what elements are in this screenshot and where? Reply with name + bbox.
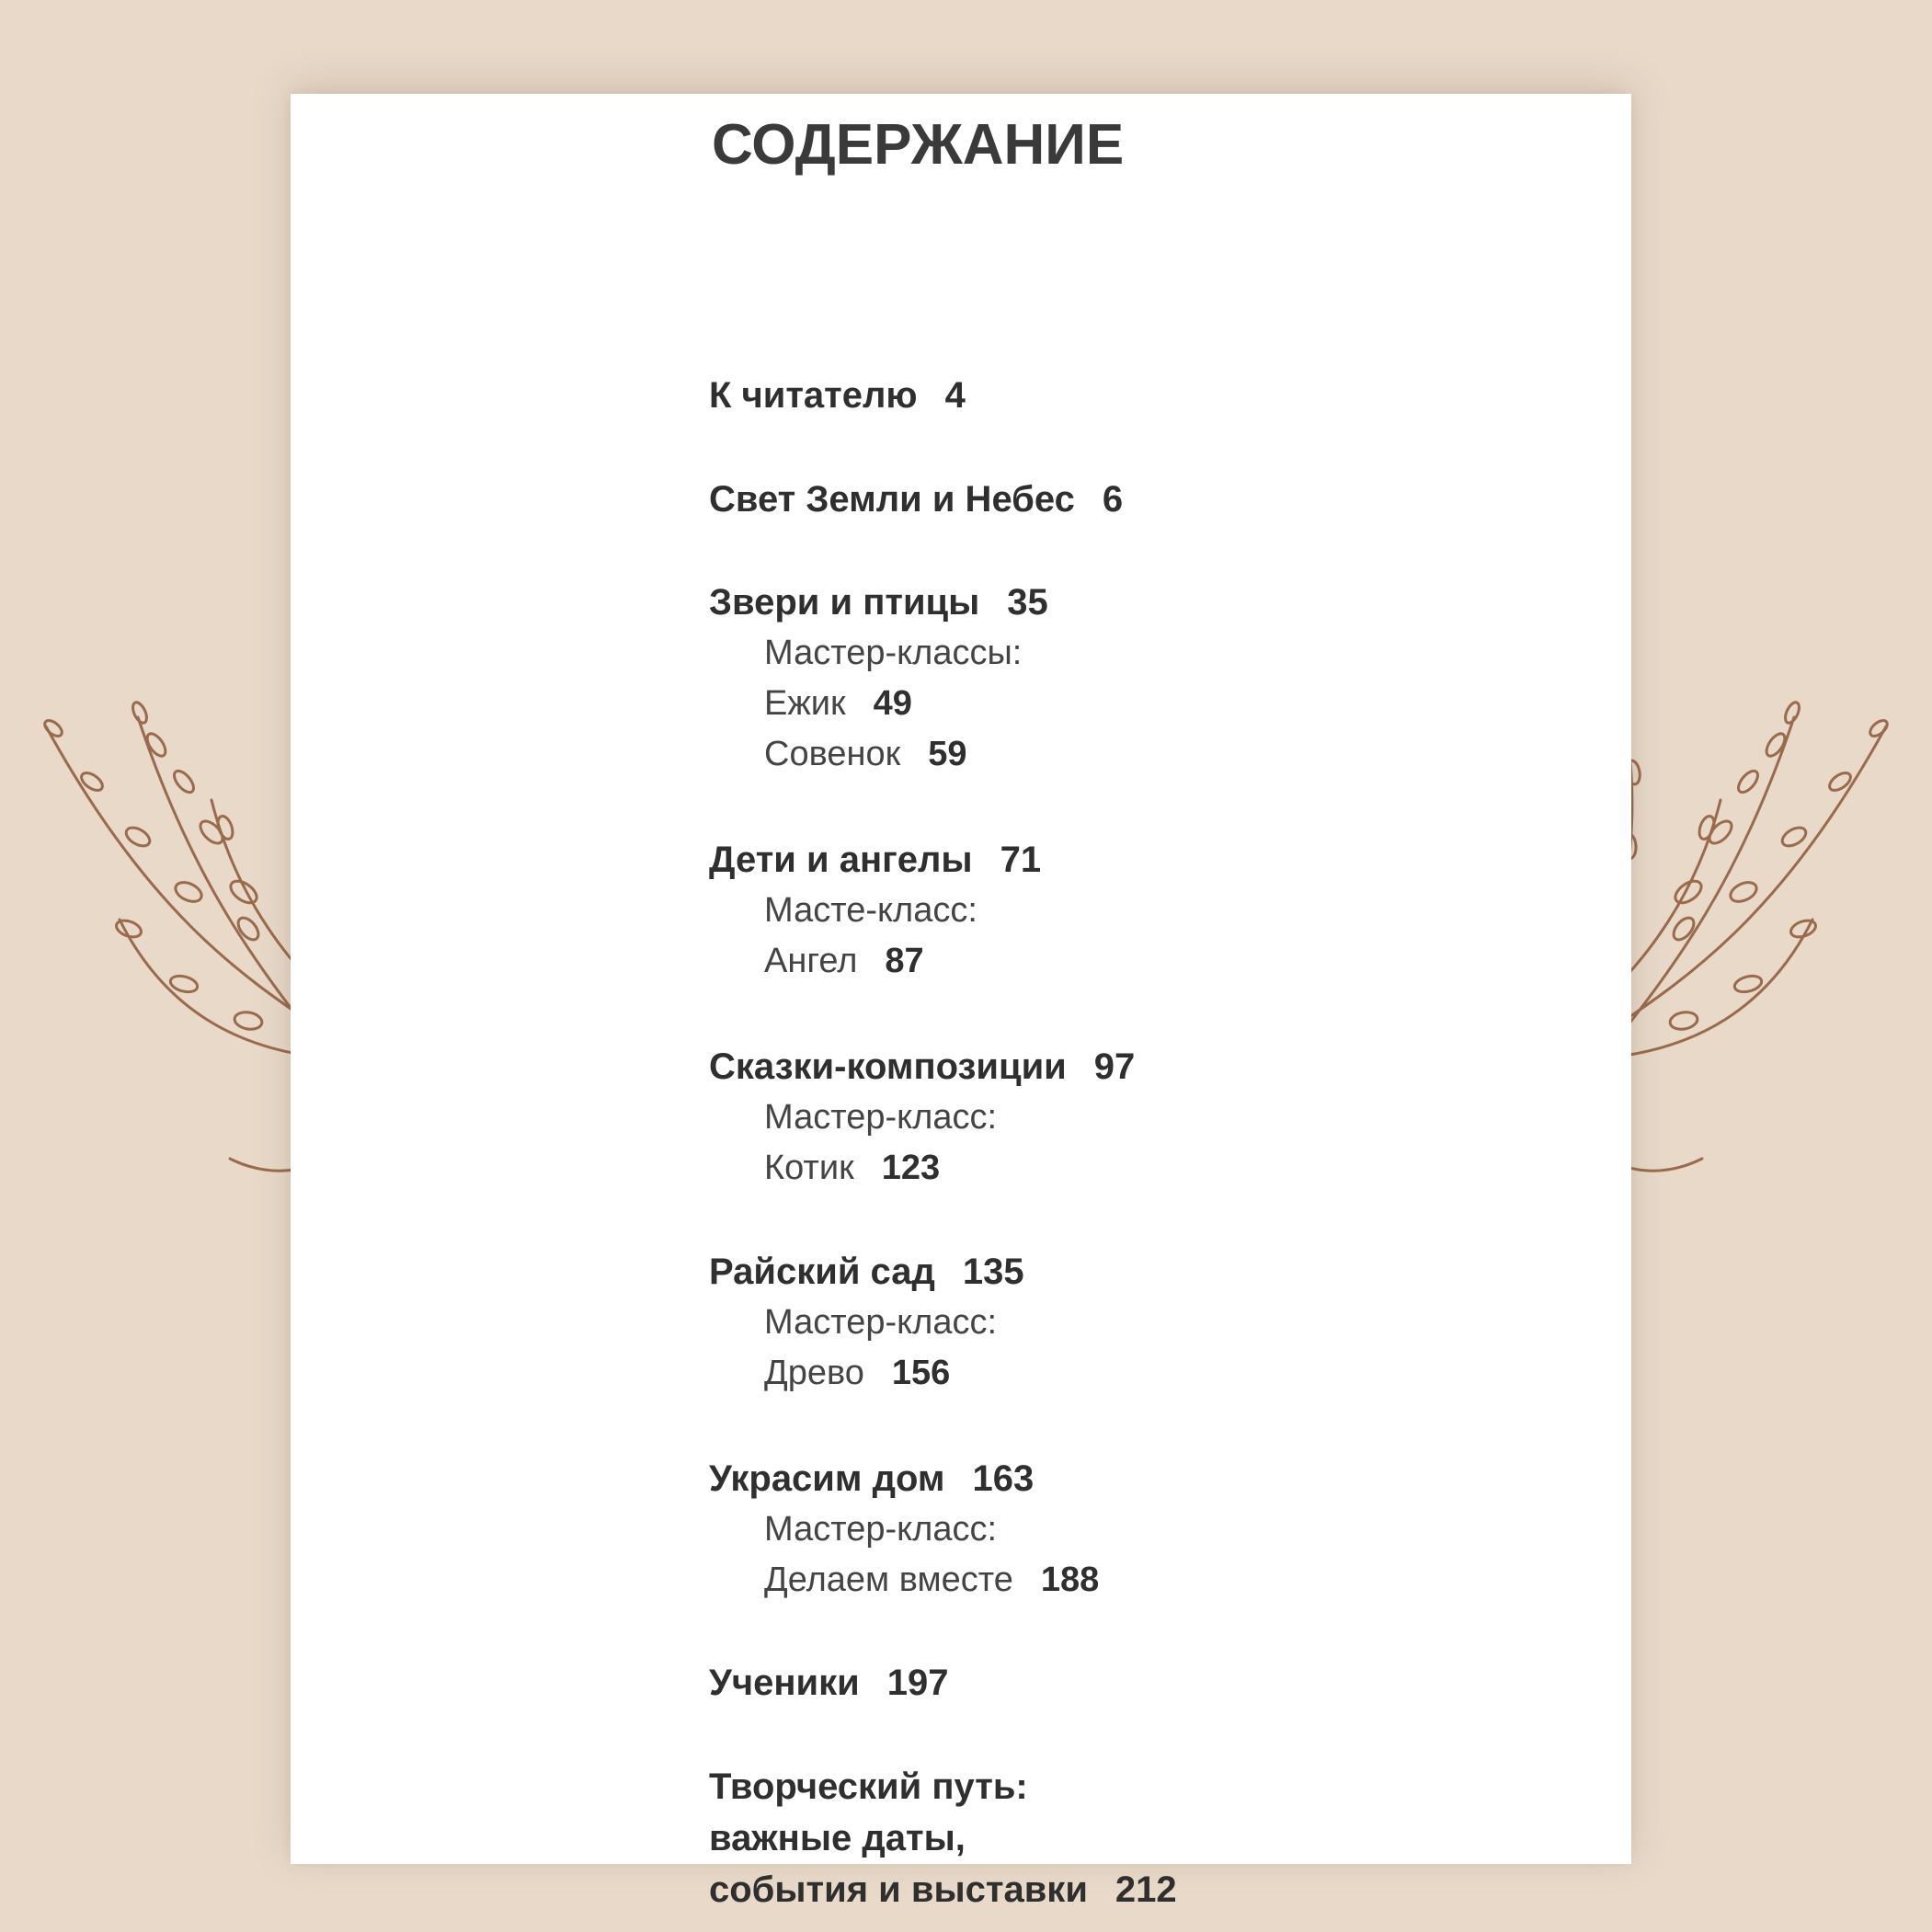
toc-entry <box>709 834 1041 987</box>
chapter-title: Сказки-композиции <box>709 1046 1067 1087</box>
master-class-page-number: 49 <box>873 684 912 723</box>
chapter-title: К читателю <box>709 375 918 416</box>
chapter-page-number: 97 <box>1093 1046 1136 1087</box>
chapter-title: Дети и ангелы <box>709 840 973 880</box>
master-class-title: Совенок <box>764 735 901 773</box>
master-class-page-number: 156 <box>891 1354 951 1392</box>
chapter-page-number: 35 <box>1007 582 1048 623</box>
toc-entry <box>709 1041 1135 1194</box>
master-class-label: Мастер-класс: <box>764 1510 998 1549</box>
master-class-page-number: 59 <box>928 735 967 773</box>
chapter-page-number: 6 <box>1102 479 1124 520</box>
toc-entry <box>709 577 1048 780</box>
toc-entry <box>709 1657 948 1709</box>
master-class-title: Ангел <box>764 942 858 980</box>
master-class-title: Ежик <box>764 684 846 723</box>
master-class-item <box>709 1143 1135 1194</box>
contents-title: СОДЕРЖАНИЕ <box>712 113 1125 177</box>
chapter-title: Ученики <box>709 1663 860 1703</box>
master-class-item <box>709 1348 1024 1399</box>
chapter-title: Творческий путь: важные даты, события и выставки <box>709 1766 1088 1910</box>
chapter-title: Свет Земли и Небес <box>709 479 1075 520</box>
master-class-title: Древо <box>764 1354 864 1392</box>
master-class-label: Мастер-классы: <box>764 634 1023 672</box>
master-class-label: Мастер-класс: <box>764 1303 998 1342</box>
chapter-page-number: 163 <box>972 1458 1035 1499</box>
master-class-label: Мастер-класс: <box>764 1098 998 1137</box>
chapter-page-number: 135 <box>962 1252 1024 1292</box>
master-class-page-number: 87 <box>885 942 924 980</box>
toc-entry <box>709 370 966 421</box>
toc-entry <box>709 1246 1024 1399</box>
master-class-item <box>709 936 1041 987</box>
book-page <box>291 94 1631 1910</box>
toc-entry <box>709 1453 1099 1606</box>
chapter-page-number: 71 <box>1000 840 1042 880</box>
chapter-title: Украсим дом <box>709 1458 945 1499</box>
toc-entry <box>709 1761 1177 1915</box>
willow-branch-decoration-right <box>1601 662 1904 1214</box>
chapter-page-number: 197 <box>886 1663 949 1703</box>
chapter-page-number: 4 <box>944 375 966 416</box>
toc-entry <box>709 474 1123 525</box>
willow-branch-decoration-left <box>28 662 331 1214</box>
master-class-page-number: 123 <box>881 1149 941 1187</box>
master-class-item <box>709 679 1048 729</box>
master-class-title: Делаем вместе <box>764 1560 1013 1599</box>
chapter-page-number: 212 <box>1115 1869 1177 1910</box>
chapter-title: Звери и птицы <box>709 582 980 623</box>
master-class-label: Масте-класс: <box>764 891 977 930</box>
master-class-item <box>709 729 1048 780</box>
chapter-title: Райский сад <box>709 1252 935 1292</box>
master-class-item <box>709 1555 1099 1606</box>
master-class-title: Котик <box>764 1149 854 1187</box>
master-class-page-number: 188 <box>1040 1560 1100 1599</box>
